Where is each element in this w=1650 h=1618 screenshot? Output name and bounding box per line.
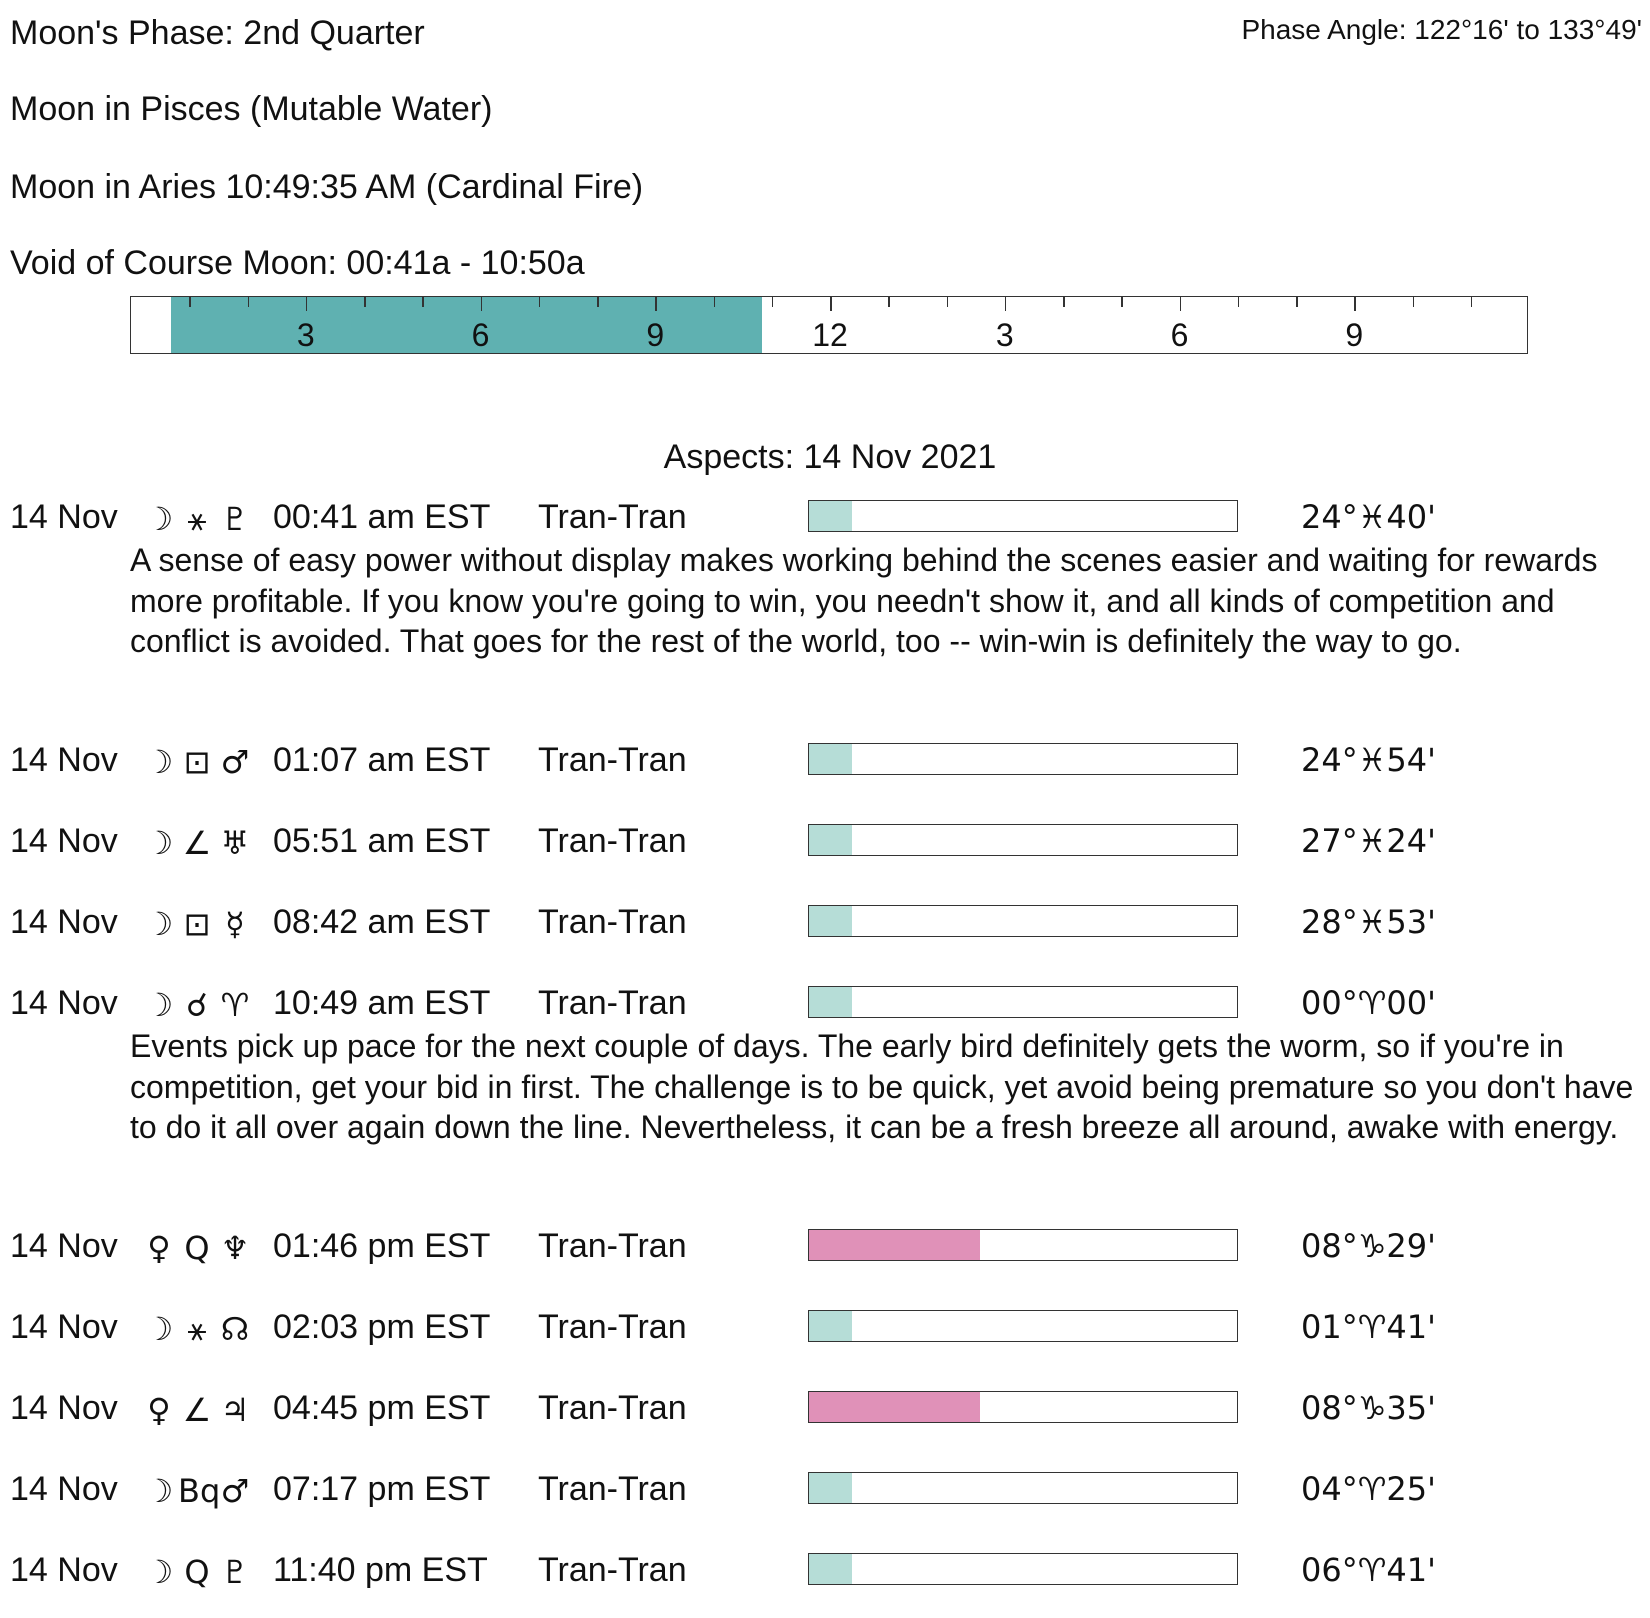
planet-glyph-icon: ♂ (220, 743, 250, 781)
aspect-glyphs (140, 1391, 254, 1429)
timeline-hour-label: 9 (1345, 317, 1364, 353)
aspect-strength-fill (809, 1230, 980, 1260)
timeline-tick (1063, 297, 1065, 307)
aspect-glyph-icon: ☌ (186, 986, 208, 1024)
aspect-glyphs (140, 743, 254, 781)
planet-glyph-icon: ☊ (220, 1310, 250, 1348)
planet-glyph-icon: ♆ (220, 1229, 250, 1267)
aspect-date: 14 Nov (10, 1551, 118, 1589)
moon-sign-aries: Moon in Aries 10:49:35 AM (Cardinal Fire) (10, 168, 644, 206)
planet-glyph-icon: ☽ (144, 500, 174, 538)
aspect-kind: Tran-Tran (538, 903, 687, 941)
aspect-strength-fill (809, 1473, 852, 1503)
aspect-strength-fill (809, 825, 852, 855)
aspect-glyphs (140, 905, 254, 943)
planet-glyph-icon: ♀ (147, 1229, 171, 1267)
aspect-position: 27°♓24' (1301, 822, 1436, 860)
aspect-position: 24°♓40' (1301, 498, 1436, 536)
aspect-strength-bar (808, 824, 1238, 856)
aspect-glyphs (140, 500, 254, 539)
aspect-strength-fill (809, 987, 852, 1017)
timeline-hour-label: 3 (296, 317, 315, 353)
aspect-kind: Tran-Tran (538, 741, 687, 779)
timeline-tick (481, 297, 483, 311)
aspect-kind: Tran-Tran (538, 498, 687, 536)
timeline-tick (947, 297, 949, 307)
aspect-strength-bar (808, 500, 1238, 532)
aspect-kind: Tran-Tran (538, 822, 687, 860)
aspect-time: 01:07 am EST (273, 741, 491, 779)
aspect-date: 14 Nov (10, 822, 118, 860)
aspect-strength-fill (809, 501, 852, 531)
aspect-date: 14 Nov (10, 1470, 118, 1508)
planet-glyph-icon: ☽ (144, 1553, 174, 1591)
aspect-glyph-icon: ⚹ (187, 500, 207, 538)
timeline-hour-label: 9 (646, 317, 665, 353)
aspect-strength-fill (809, 1554, 852, 1584)
aspect-date: 14 Nov (10, 1227, 118, 1265)
timeline-hour-label: 12 (812, 317, 848, 353)
aspect-glyph-icon: Q (184, 1553, 210, 1591)
aspect-position: 06°♈41' (1301, 1551, 1436, 1589)
aspect-glyphs (140, 1553, 254, 1591)
aspect-time: 08:42 am EST (273, 903, 491, 941)
aspect-time: 00:41 am EST (273, 498, 491, 536)
aspect-position: 08°♑35' (1301, 1389, 1436, 1427)
planet-glyph-icon: ♃ (220, 1391, 250, 1429)
aspect-kind: Tran-Tran (538, 1227, 687, 1265)
aspect-glyph-icon: ⊡ (183, 743, 211, 781)
aspect-time: 02:03 pm EST (273, 1308, 491, 1346)
planet-glyph-icon: ☽ (144, 1472, 174, 1510)
timeline-tick (364, 297, 366, 307)
aspect-kind: Tran-Tran (538, 1308, 687, 1346)
timeline-tick (714, 297, 716, 307)
aspect-strength-bar (808, 1553, 1238, 1585)
timeline-tick (1354, 297, 1356, 311)
aspects-title: Aspects: 14 Nov 2021 (663, 438, 997, 476)
timeline-tick (1238, 297, 1240, 307)
aspect-row (10, 1227, 1650, 1267)
aspect-row (10, 741, 1650, 781)
timeline-tick (1413, 297, 1415, 307)
aspect-position: 28°♓53' (1301, 903, 1436, 941)
aspect-glyphs (140, 986, 254, 1024)
moon-phase: Moon's Phase: 2nd Quarter (10, 14, 425, 52)
aspect-time: 07:17 pm EST (273, 1470, 491, 1508)
aspect-row (10, 903, 1650, 943)
planet-glyph-icon: ♅ (220, 824, 250, 862)
aspect-description: Events pick up pace for the next couple of days. The early bird definitely gets the worm, so if you're in competition, get your bid in first. The challenge is to be quick, yet avoid being premature so you don't have to do it all over again down the line. Nevertheless, it can be a fresh breeze all around, awake with energy. (130, 1028, 1634, 1145)
void-period-fill (171, 297, 762, 353)
aspect-glyphs (140, 824, 254, 862)
void-of-course-timeline (130, 296, 1528, 354)
aspect-strength-bar (808, 1391, 1238, 1423)
timeline-tick (830, 297, 832, 311)
moon-sign-pisces: Moon in Pisces (Mutable Water) (10, 90, 493, 128)
aspect-kind: Tran-Tran (538, 1389, 687, 1427)
aspect-glyph-icon: ⊡ (183, 905, 211, 943)
aspect-glyph-icon: Q (184, 1229, 210, 1267)
aspect-row (10, 1389, 1650, 1429)
aspect-strength-fill (809, 1311, 852, 1341)
aspect-glyphs (140, 1229, 254, 1267)
timeline-tick (306, 297, 308, 311)
aspect-date: 14 Nov (10, 1389, 118, 1427)
aspect-glyph-icon: ⚹ (187, 1310, 207, 1348)
timeline-tick (1005, 297, 1007, 311)
aspect-strength-fill (809, 906, 852, 936)
aspect-strength-bar (808, 986, 1238, 1018)
aspect-time: 05:51 am EST (273, 822, 491, 860)
planet-glyph-icon: ☽ (144, 824, 174, 862)
timeline-tick (248, 297, 250, 307)
aspect-glyph-icon: Bq (178, 1472, 221, 1510)
void-of-course: Void of Course Moon: 00:41a - 10:50a (10, 244, 585, 282)
aspect-date: 14 Nov (10, 903, 118, 941)
aspect-strength-bar (808, 743, 1238, 775)
aspect-row (10, 1308, 1650, 1348)
planet-glyph-icon: ♀ (147, 1391, 171, 1429)
timeline-hour-label: 6 (1170, 317, 1189, 353)
timeline-tick (1471, 297, 1473, 307)
aspect-glyph-icon: ∠ (182, 1391, 212, 1429)
timeline-tick (422, 297, 424, 307)
timeline-tick (1180, 297, 1182, 311)
aspect-row (10, 1470, 1650, 1510)
aspect-row (10, 822, 1650, 862)
aspect-date: 14 Nov (10, 498, 118, 536)
timeline-hour-label: 3 (995, 317, 1014, 353)
aspect-position: 00°♈00' (1301, 984, 1436, 1022)
aspect-date: 14 Nov (10, 1308, 118, 1346)
aspect-date: 14 Nov (10, 741, 118, 779)
aspect-glyph-icon: ∠ (182, 824, 212, 862)
timeline-tick (888, 297, 890, 307)
aspect-description: A sense of easy power without display makes working behind the scenes easier and waiting for rewards more profitable. If you know you're going to win, you needn't show it, and all kinds of competition and conflict is avoided. That goes for the rest of the world, too -- win-win is definitely the way to go. (130, 542, 1598, 659)
aspect-strength-bar (808, 1310, 1238, 1342)
aspect-strength-bar (808, 1229, 1238, 1261)
aspect-strength-bar (808, 905, 1238, 937)
planet-glyph-icon: ♂ (220, 1472, 250, 1510)
aspect-position: 01°♈41' (1301, 1308, 1436, 1346)
aspect-glyphs (140, 1310, 254, 1349)
aspect-strength-fill (809, 1392, 980, 1422)
aspect-time: 01:46 pm EST (273, 1227, 491, 1265)
aspect-row (10, 984, 1650, 1024)
timeline-tick (655, 297, 657, 311)
aspect-row (10, 1551, 1650, 1591)
planet-glyph-icon: ♈ (220, 986, 250, 1024)
timeline-tick (189, 297, 191, 307)
timeline-tick (597, 297, 599, 307)
aspect-time: 11:40 pm EST (273, 1551, 488, 1589)
aspect-kind: Tran-Tran (538, 1551, 687, 1589)
aspect-time: 10:49 am EST (273, 984, 491, 1022)
aspect-glyphs (140, 1472, 254, 1510)
planet-glyph-icon: ☽ (144, 1310, 174, 1348)
aspect-kind: Tran-Tran (538, 1470, 687, 1508)
aspect-position: 24°♓54' (1301, 741, 1436, 779)
aspect-kind: Tran-Tran (538, 984, 687, 1022)
timeline-hour-label: 6 (471, 317, 490, 353)
planet-glyph-icon: ☽ (144, 986, 174, 1024)
aspect-time: 04:45 pm EST (273, 1389, 491, 1427)
timeline-tick (1121, 297, 1123, 307)
aspect-date: 14 Nov (10, 984, 118, 1022)
aspect-strength-fill (809, 744, 852, 774)
aspect-position: 04°♈25' (1301, 1470, 1436, 1508)
planet-glyph-icon: ♇ (220, 500, 250, 538)
timeline-tick (1296, 297, 1298, 307)
planet-glyph-icon: ☽ (144, 743, 174, 781)
aspect-position: 08°♑29' (1301, 1227, 1436, 1265)
timeline-tick (539, 297, 541, 307)
phase-angle: Phase Angle: 122°16' to 133°49' (1241, 14, 1642, 45)
planet-glyph-icon: ♇ (220, 1553, 250, 1591)
aspect-row (10, 498, 1650, 538)
aspect-strength-bar (808, 1472, 1238, 1504)
planet-glyph-icon: ☽ (144, 905, 174, 943)
planet-glyph-icon: ☿ (225, 905, 245, 943)
timeline-tick (772, 297, 774, 307)
